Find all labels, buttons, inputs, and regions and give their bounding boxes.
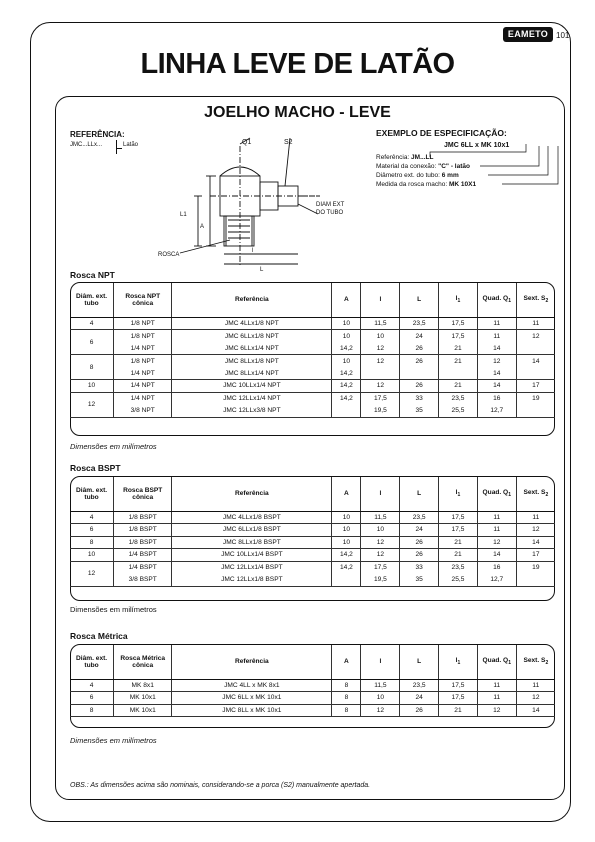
header-l1: $l_1$ (439, 283, 478, 317)
table-cell: JMC 12LLx1/4 NPT (172, 392, 332, 405)
table-cell: 26 (400, 355, 439, 368)
cell-diam: 6 (70, 692, 114, 705)
table-row (70, 317, 555, 330)
table-cell: JMC 6LLx1/8 NPT (172, 330, 332, 343)
table-cell: JMC 8LL x MK 10x1 (172, 704, 332, 717)
table-cell: 17,5 (439, 317, 478, 330)
table-row (70, 380, 555, 393)
label-rosca: ROSCA (158, 252, 180, 258)
table-cell: JMC 4LLx1/8 BSPT (172, 511, 332, 524)
label-l1: L1 (180, 212, 187, 218)
table-cell (332, 574, 361, 587)
header-l1: $l_1$ (439, 477, 478, 511)
obs-note: OBS.: As dimensões acima são nominais, considerando-se a porca (S2) manualmente apertada. (70, 782, 371, 789)
header-quad: Quad. $Q_1$ (477, 283, 516, 317)
table-cell: 14,2 (332, 342, 361, 355)
bspt-note: Dimensões em milímetros (70, 605, 157, 614)
table-cell: 11 (516, 511, 555, 524)
table-row (70, 392, 555, 405)
table-cell: 24 (400, 330, 439, 343)
table-cell: 24 (400, 524, 439, 537)
table-cell: 1/4 NPT (114, 367, 172, 380)
table-cell: 14 (516, 704, 555, 717)
table-row (70, 692, 555, 705)
table-cell: 12,7 (477, 574, 516, 587)
table-cell: 16 (477, 561, 516, 574)
table-row (70, 704, 555, 717)
table-cell: 17,5 (439, 330, 478, 343)
table-row (70, 574, 555, 587)
table-cell: 10 (361, 330, 400, 343)
table-cell: 12 (516, 330, 555, 343)
metric-section-label: Rosca Métrica (70, 631, 128, 641)
table-cell: 11 (477, 679, 516, 692)
table-cell: 17,5 (439, 511, 478, 524)
table-cell: 10 (361, 692, 400, 705)
table-cell: 1/8 BSPT (114, 511, 172, 524)
table-cell: JMC 10LLx1/4 NPT (172, 380, 332, 393)
table-row (70, 355, 555, 368)
table-cell: JMC 10LLx1/4 BSPT (172, 549, 332, 562)
table-cell: 8 (332, 679, 361, 692)
table-cell: MK 10x1 (114, 704, 172, 717)
reference-bracket-tick (116, 148, 122, 149)
header-quad: Quad. $Q_1$ (477, 645, 516, 679)
label-a: A (200, 224, 205, 230)
example-line: Material da conexão: "C" - latão (376, 163, 470, 170)
table-cell: 17,5 (439, 679, 478, 692)
header-l: l (361, 477, 400, 511)
table-cell: 12 (361, 342, 400, 355)
table-cell: 10 (332, 524, 361, 537)
bspt-section-label: Rosca BSPT (70, 463, 121, 473)
header-a: A (332, 283, 361, 317)
header-l: l (361, 645, 400, 679)
header-sext: Sext. $S_2$ (516, 283, 555, 317)
header-rosca: Rosca Métrica cônica (114, 645, 172, 679)
table-cell: 12 (361, 536, 400, 549)
header-rosca: Rosca BSPT cônica (114, 477, 172, 511)
table-cell: 1/4 NPT (114, 380, 172, 393)
header-sext: Sext. $S_2$ (516, 477, 555, 511)
table-cell: 12 (361, 355, 400, 368)
table-cell: 14,2 (332, 380, 361, 393)
table-cell (516, 367, 555, 380)
table-cell: 25,5 (439, 574, 478, 587)
cell-diam: 8 (70, 704, 114, 717)
table-row (70, 342, 555, 355)
table-cell: 23,5 (439, 561, 478, 574)
table-cell: 35 (400, 574, 439, 587)
reference-code: JMC...LLx... (70, 142, 103, 148)
label-l-small: l (252, 248, 254, 254)
table-cell (516, 342, 555, 355)
table-cell: 21 (439, 355, 478, 368)
table-cell (516, 405, 555, 418)
table-cell: 14,2 (332, 549, 361, 562)
table-cell: 21 (439, 536, 478, 549)
label-tubo: DO TUBO (316, 210, 344, 216)
header-L: L (400, 477, 439, 511)
table-cell: 19 (516, 561, 555, 574)
label-q1: Q1 (242, 139, 252, 146)
table-cell: 33 (400, 561, 439, 574)
table-cell: 19,5 (361, 574, 400, 587)
table-cell: 1/4 BSPT (114, 549, 172, 562)
table-row (70, 367, 555, 380)
table-cell: 21 (439, 549, 478, 562)
table-cell (400, 367, 439, 380)
page-title: LINHA LEVE DE LATÃO (140, 48, 455, 80)
table-cell: 1/8 BSPT (114, 524, 172, 537)
table-cell: 11,5 (361, 679, 400, 692)
table-cell: 21 (439, 380, 478, 393)
table-cell: 12 (477, 355, 516, 368)
table-cell: 14 (477, 549, 516, 562)
label-s2: S2 (284, 139, 293, 146)
header-diam: Diâm. ext. tubo (70, 283, 114, 317)
table-cell: JMC 12LLx3/8 NPT (172, 405, 332, 418)
header-diam: Diâm. ext. tubo (70, 645, 114, 679)
table-cell: 17 (516, 380, 555, 393)
table-cell: 1/8 NPT (114, 317, 172, 330)
header-rosca: Rosca NPT cônica (114, 283, 172, 317)
header-L: L (400, 283, 439, 317)
table-row (70, 524, 555, 537)
header-a: A (332, 645, 361, 679)
example-label: EXEMPLO DE ESPECIFICAÇÃO: (376, 128, 507, 138)
table-cell: 12,7 (477, 405, 516, 418)
table-cell: 11 (516, 317, 555, 330)
table-cell (361, 367, 400, 380)
metric-table (70, 645, 555, 717)
table-cell: 14 (516, 536, 555, 549)
table-cell: 19 (516, 392, 555, 405)
table-cell: JMC 12LLx1/4 BSPT (172, 561, 332, 574)
table-cell: 23,5 (439, 392, 478, 405)
header-ref: Referência (172, 477, 332, 511)
header-quad: Quad. $Q_1$ (477, 477, 516, 511)
reference-material: Latão (123, 142, 139, 148)
table-cell: 26 (400, 536, 439, 549)
cell-diam: 4 (70, 511, 114, 524)
table-cell: 12 (477, 536, 516, 549)
table-cell: 11 (477, 692, 516, 705)
table-cell (332, 405, 361, 418)
header-diam: Diâm. ext. tubo (70, 477, 114, 511)
table-cell: MK 10x1 (114, 692, 172, 705)
example-line: Diâmetro ext. do tubo: 6 mm (376, 172, 459, 179)
cell-diam: 6 (70, 524, 114, 537)
page-number: 101 (556, 31, 570, 40)
table-cell: 23,5 (400, 317, 439, 330)
table-cell: JMC 6LLx1/4 NPT (172, 342, 332, 355)
fitting-drawing (140, 136, 360, 271)
table-cell: 14 (516, 355, 555, 368)
header-ref: Referência (172, 283, 332, 317)
example-line: Medida da rosca macho: MK 10X1 (376, 181, 477, 188)
table-cell (439, 367, 478, 380)
example-line: Referência: JM...LL (376, 154, 434, 161)
table-cell: 26 (400, 380, 439, 393)
table-cell: 11,5 (361, 317, 400, 330)
product-title: JOELHO MACHO - LEVE (204, 104, 391, 121)
cell-diam: 8 (70, 536, 114, 549)
metric-note: Dimensões em milímetros (70, 736, 157, 745)
table-cell: 10 (332, 511, 361, 524)
header-ref: Referência (172, 645, 332, 679)
table-cell: 17,5 (361, 561, 400, 574)
brand-logo: EAMETO (503, 27, 553, 42)
table-cell: 14 (477, 342, 516, 355)
table-cell: 1/8 BSPT (114, 536, 172, 549)
table-cell: 26 (400, 549, 439, 562)
table-cell: 23,5 (400, 511, 439, 524)
table-cell: 12 (361, 380, 400, 393)
table-cell: 12 (477, 704, 516, 717)
table-row (70, 330, 555, 343)
table-cell: 11 (477, 524, 516, 537)
table-cell: 3/8 NPT (114, 405, 172, 418)
table-row (70, 549, 555, 562)
table-cell: 11 (477, 317, 516, 330)
table-cell: 24 (400, 692, 439, 705)
table-cell: 10 (332, 317, 361, 330)
table-cell: 10 (332, 355, 361, 368)
table-cell: 25,5 (439, 405, 478, 418)
table-cell: MK 8x1 (114, 679, 172, 692)
npt-table (70, 283, 555, 418)
table-cell: 21 (439, 704, 478, 717)
table-cell: 1/4 BSPT (114, 561, 172, 574)
table-row (70, 679, 555, 692)
cell-diam: 8 (70, 355, 114, 380)
table-cell: 35 (400, 405, 439, 418)
cell-diam: 10 (70, 380, 114, 393)
header-L: L (400, 645, 439, 679)
table-row (70, 536, 555, 549)
table-cell: 1/8 NPT (114, 355, 172, 368)
table-row (70, 561, 555, 574)
table-cell: 21 (439, 342, 478, 355)
table-row (70, 405, 555, 418)
table-cell: 10 (361, 524, 400, 537)
cell-diam: 4 (70, 317, 114, 330)
table-cell: 14,2 (332, 561, 361, 574)
table-cell: 23,5 (400, 679, 439, 692)
table-cell (516, 574, 555, 587)
reference-bracket (116, 140, 117, 154)
table-cell: 1/4 NPT (114, 392, 172, 405)
cell-diam: 12 (70, 392, 114, 417)
bspt-table (70, 477, 555, 587)
table-cell: 8 (332, 704, 361, 717)
table-cell: 16 (477, 392, 516, 405)
table-cell: 26 (400, 704, 439, 717)
table-cell: 11 (477, 511, 516, 524)
table-cell: 14 (477, 380, 516, 393)
table-cell: JMC 8LLx1/8 BSPT (172, 536, 332, 549)
table-cell: 17 (516, 549, 555, 562)
table-cell: 8 (332, 692, 361, 705)
table-cell: 17,5 (439, 524, 478, 537)
table-cell: 12 (361, 549, 400, 562)
table-cell: 14,2 (332, 392, 361, 405)
table-row (70, 511, 555, 524)
table-cell: 11,5 (361, 511, 400, 524)
header-a: A (332, 477, 361, 511)
table-cell: JMC 4LL x MK 8x1 (172, 679, 332, 692)
example-code: JMC 6LL x MK 10x1 (444, 142, 510, 149)
table-cell: JMC 4LLx1/8 NPT (172, 317, 332, 330)
npt-section-label: Rosca NPT (70, 270, 115, 280)
table-cell: 1/4 NPT (114, 342, 172, 355)
table-cell: 19,5 (361, 405, 400, 418)
table-cell: JMC 6LLx1/8 BSPT (172, 524, 332, 537)
npt-note: Dimensões em milímetros (70, 442, 157, 451)
reference-label: REFERÊNCIA: (70, 130, 125, 139)
table-cell: 14,2 (332, 367, 361, 380)
header-l: l (361, 283, 400, 317)
table-cell: 33 (400, 392, 439, 405)
table-cell: JMC 12LLx1/8 BSPT (172, 574, 332, 587)
table-cell: 12 (516, 692, 555, 705)
label-l-big: L (260, 267, 264, 271)
cell-diam: 12 (70, 561, 114, 586)
example-leader-lines (424, 144, 564, 190)
table-cell: 17,5 (361, 392, 400, 405)
table-cell: 12 (516, 524, 555, 537)
label-diam: DIAM EXT (316, 202, 345, 208)
table-cell: 14 (477, 367, 516, 380)
cell-diam: 6 (70, 330, 114, 355)
table-cell: JMC 8LLx1/4 NPT (172, 367, 332, 380)
header-sext: Sext. $S_2$ (516, 645, 555, 679)
table-cell: 11 (477, 330, 516, 343)
table-cell: 10 (332, 330, 361, 343)
table-cell: 12 (361, 704, 400, 717)
table-cell: JMC 6LL x MK 10x1 (172, 692, 332, 705)
table-cell: 17,5 (439, 692, 478, 705)
table-cell: 11 (516, 679, 555, 692)
table-cell: 26 (400, 342, 439, 355)
cell-diam: 4 (70, 679, 114, 692)
table-cell: 3/8 BSPT (114, 574, 172, 587)
table-cell: 10 (332, 536, 361, 549)
table-cell: JMC 8LLx1/8 NPT (172, 355, 332, 368)
table-cell: 1/8 NPT (114, 330, 172, 343)
header-l1: $l_1$ (439, 645, 478, 679)
cell-diam: 10 (70, 549, 114, 562)
